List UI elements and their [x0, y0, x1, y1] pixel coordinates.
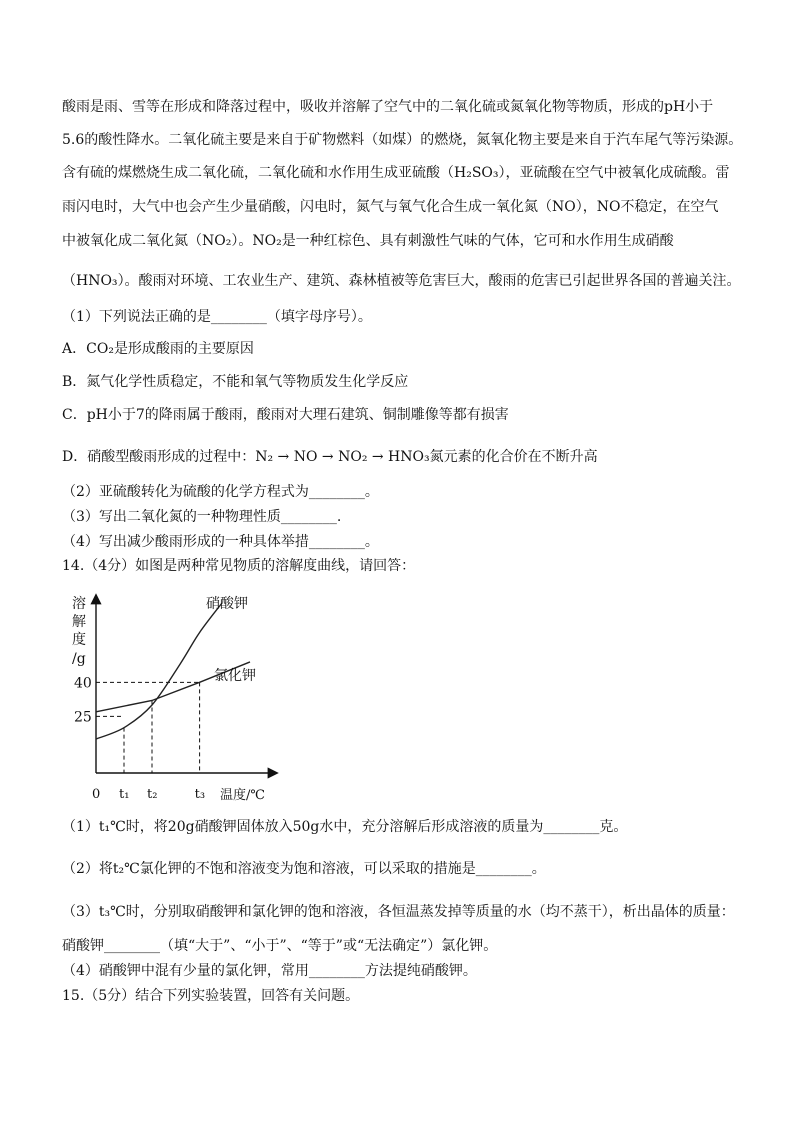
x-tick-label: t₂ — [147, 787, 158, 802]
nitrogen-chain: N₂ → NO → NO₂ → HNO₃ — [255, 449, 430, 465]
passage-line-4: 雨闪电时，大气中也会产生少量硝酸，闪电时，氮气与氧气化合生成一氧化氮（NO），NO不稳定，在空气 — [62, 199, 719, 215]
q13-part-1: （1）下列说法正确的是________（填字母序号）。 — [62, 309, 372, 325]
q14-part-3b: 硝酸钾________（填“大于”、“小于”、“等于”或“无法确定”）氯化钾。 — [62, 938, 498, 954]
formula-co2: CO₂ — [86, 341, 114, 357]
passage-line-1: 酸雨是雨、雪等在形成和降落过程中，吸收并溶解了空气中的二氧化硫或氮氧化物等物质，形成的pH小于 — [62, 99, 714, 115]
y-label-2: 解 — [72, 614, 86, 630]
passage-line-3: 含有硫的煤燃烧生成二氧化硫，二氧化硫和水作用生成亚硫酸（H₂SO₃），亚硫酸在空气中被氧化成硫酸。雷 — [62, 165, 730, 181]
formula-h2so3: H₂SO₃ — [454, 165, 499, 181]
y-tick-label: 25 — [74, 709, 92, 726]
origin-label: 0 — [92, 787, 101, 802]
solubility-chart — [64, 592, 294, 804]
x-axis-label: 温度/℃ — [220, 788, 265, 803]
q14-part-3: （3）t₃℃时，分别取硝酸钾和氯化钾的饱和溶液，各恒温蒸发掉等质量的水（均不蒸干），析出晶体的质量： — [62, 904, 735, 920]
passage-line-6: （HNO₃）。酸雨对环境、工农业生产、建筑、森林植被等危害巨大，酸雨的危害已引起世界各国的普遍关注。 — [62, 273, 741, 289]
formula-hno3: HNO₃ — [76, 273, 118, 289]
q14-header: 14.（4分）如图是两种常见物质的溶解度曲线，请回答： — [62, 558, 416, 574]
y-tick-label: 40 — [74, 675, 92, 692]
passage-line-5: 中被氧化成二氧化氮（NO₂）。NO₂是一种红棕色、具有刺激性气味的气体，它可和水作用生成硝酸 — [62, 233, 674, 249]
x-tick-label: t₃ — [194, 787, 206, 802]
q13-option-b: B．氮气化学性质稳定，不能和氧气等物质发生化学反应 — [62, 374, 409, 390]
q14-part-1: （1）t₁℃时，将20g硝酸钾固体放入50g水中，充分溶解后形成溶液的质量为________克。 — [62, 819, 628, 835]
q13-part-2: （2）亚硫酸转化为硫酸的化学方程式为________。 — [62, 484, 379, 500]
y-label-3: 度 — [72, 632, 86, 648]
y-label-4: /g — [72, 651, 86, 667]
x-tick-label: t₁ — [119, 787, 130, 802]
q13-option-a: A．CO₂是形成酸雨的主要原因 — [62, 341, 254, 357]
formula-no2: NO₂ — [202, 233, 232, 249]
q13-part-3: （3）写出二氧化氮的一种物理性质________. — [62, 509, 342, 525]
q14-part-2: （2）将t₂℃氯化钾的不饱和溶液变为饱和溶液，可以采取的措施是________。 — [62, 861, 546, 877]
y-label-1: 溶 — [72, 596, 86, 612]
series-line-kno3 — [96, 603, 222, 739]
q15-header: 15.（5分）结合下列实验装置，回答有关问题。 — [62, 988, 360, 1004]
q14-part-4: （4）硝酸钾中混有少量的氯化钾，常用________方法提纯硝酸钾。 — [62, 963, 477, 979]
q13-part-4: （4）写出减少酸雨形成的一种具体举措________。 — [62, 534, 379, 550]
passage-line-2: 5.6的酸性降水。二氧化硫主要是来自于矿物燃料（如煤）的燃烧，氮氧化物主要是来自于汽车尾气等污染源。 — [62, 132, 743, 148]
q13-option-c: C．pH小于7的降雨属于酸雨，酸雨对大理石建筑、铜制雕像等都有损害 — [62, 407, 509, 423]
formula-no2-b: NO₂ — [252, 233, 282, 249]
series-label-kcl: 氯化钾 — [214, 668, 256, 684]
series-label-kno3: 硝酸钾 — [206, 596, 248, 612]
q13-option-d: D．硝酸型酸雨形成的过程中：N₂ → NO → NO₂ → HNO₃氮元素的化合价在不断升高 — [62, 449, 598, 465]
